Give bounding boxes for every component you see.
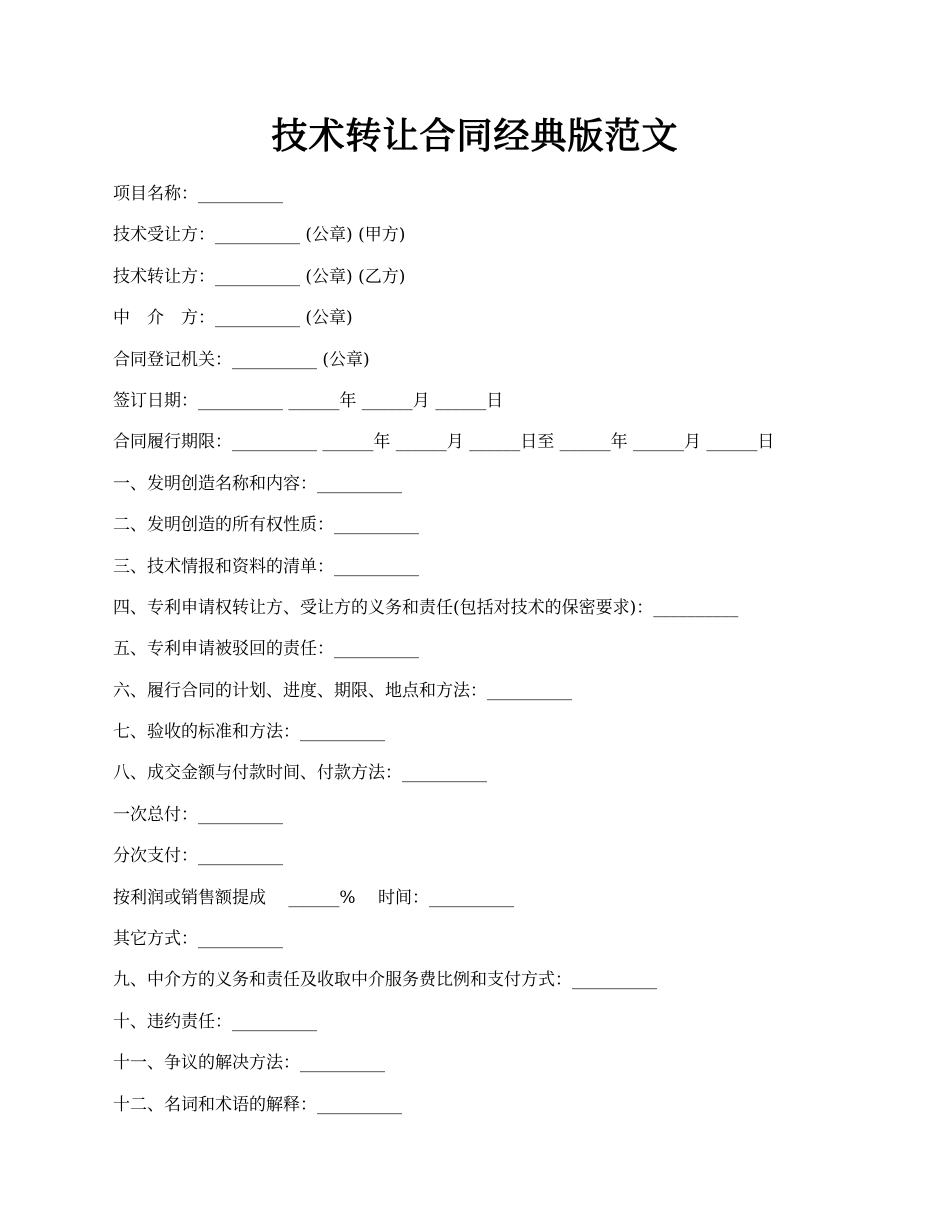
clause-5: 五、专利申请被驳回的责任：__________ <box>113 639 419 660</box>
clause-6: 六、履行合同的计划、进度、期限、地点和方法：__________ <box>113 680 572 701</box>
payment-installments: 分次支付：__________ <box>113 846 283 867</box>
field-transferee: 技术受让方：__________ (公章) (甲方) <box>113 225 406 246</box>
clause-1: 一、发明创造名称和内容：__________ <box>113 473 402 494</box>
field-intermediary: 中 介 方：__________ (公章) <box>113 308 353 329</box>
field-project-name: 项目名称：__________ <box>113 184 283 204</box>
clause-8: 八、成交金额与付款时间、付款方法：__________ <box>113 763 487 784</box>
payment-royalty: 按利润或销售额提成 ______% 时间：__________ <box>113 887 514 908</box>
clause-4: 四、专利申请权转让方、受让方的义务和责任(包括对技术的保密要求)：__________ <box>113 597 739 618</box>
clause-12: 十二、名词和术语的解释：__________ <box>113 1094 402 1115</box>
field-registration-authority: 合同登记机关：__________ (公章) <box>113 349 370 370</box>
clause-7: 七、验收的标准和方法：__________ <box>113 722 385 743</box>
clause-11: 十一、争议的解决方法：__________ <box>113 1053 385 1074</box>
document-title: 技术转让合同经典版范文 <box>271 115 679 157</box>
field-transferor: 技术转让方：__________ (公章) (乙方) <box>113 266 406 287</box>
clause-3: 三、技术情报和资料的清单：__________ <box>113 556 419 577</box>
contract-fields <box>113 176 873 1128</box>
field-signing-date: 签订日期：__________ ______年 ______月 ______日 <box>113 390 504 411</box>
clause-10: 十、违约责任：__________ <box>113 1011 317 1032</box>
clause-2: 二、发明创造的所有权性质：__________ <box>113 515 419 536</box>
payment-other: 其它方式：__________ <box>113 929 283 950</box>
clause-9: 九、中介方的义务和责任及收取中介服务费比例和支付方式：__________ <box>113 970 657 991</box>
field-performance-period: 合同履行期限：__________ ______年 ______月 ______日至 ______年 ______月 ______日 <box>113 432 775 453</box>
payment-lump-sum: 一次总付：__________ <box>113 804 283 825</box>
